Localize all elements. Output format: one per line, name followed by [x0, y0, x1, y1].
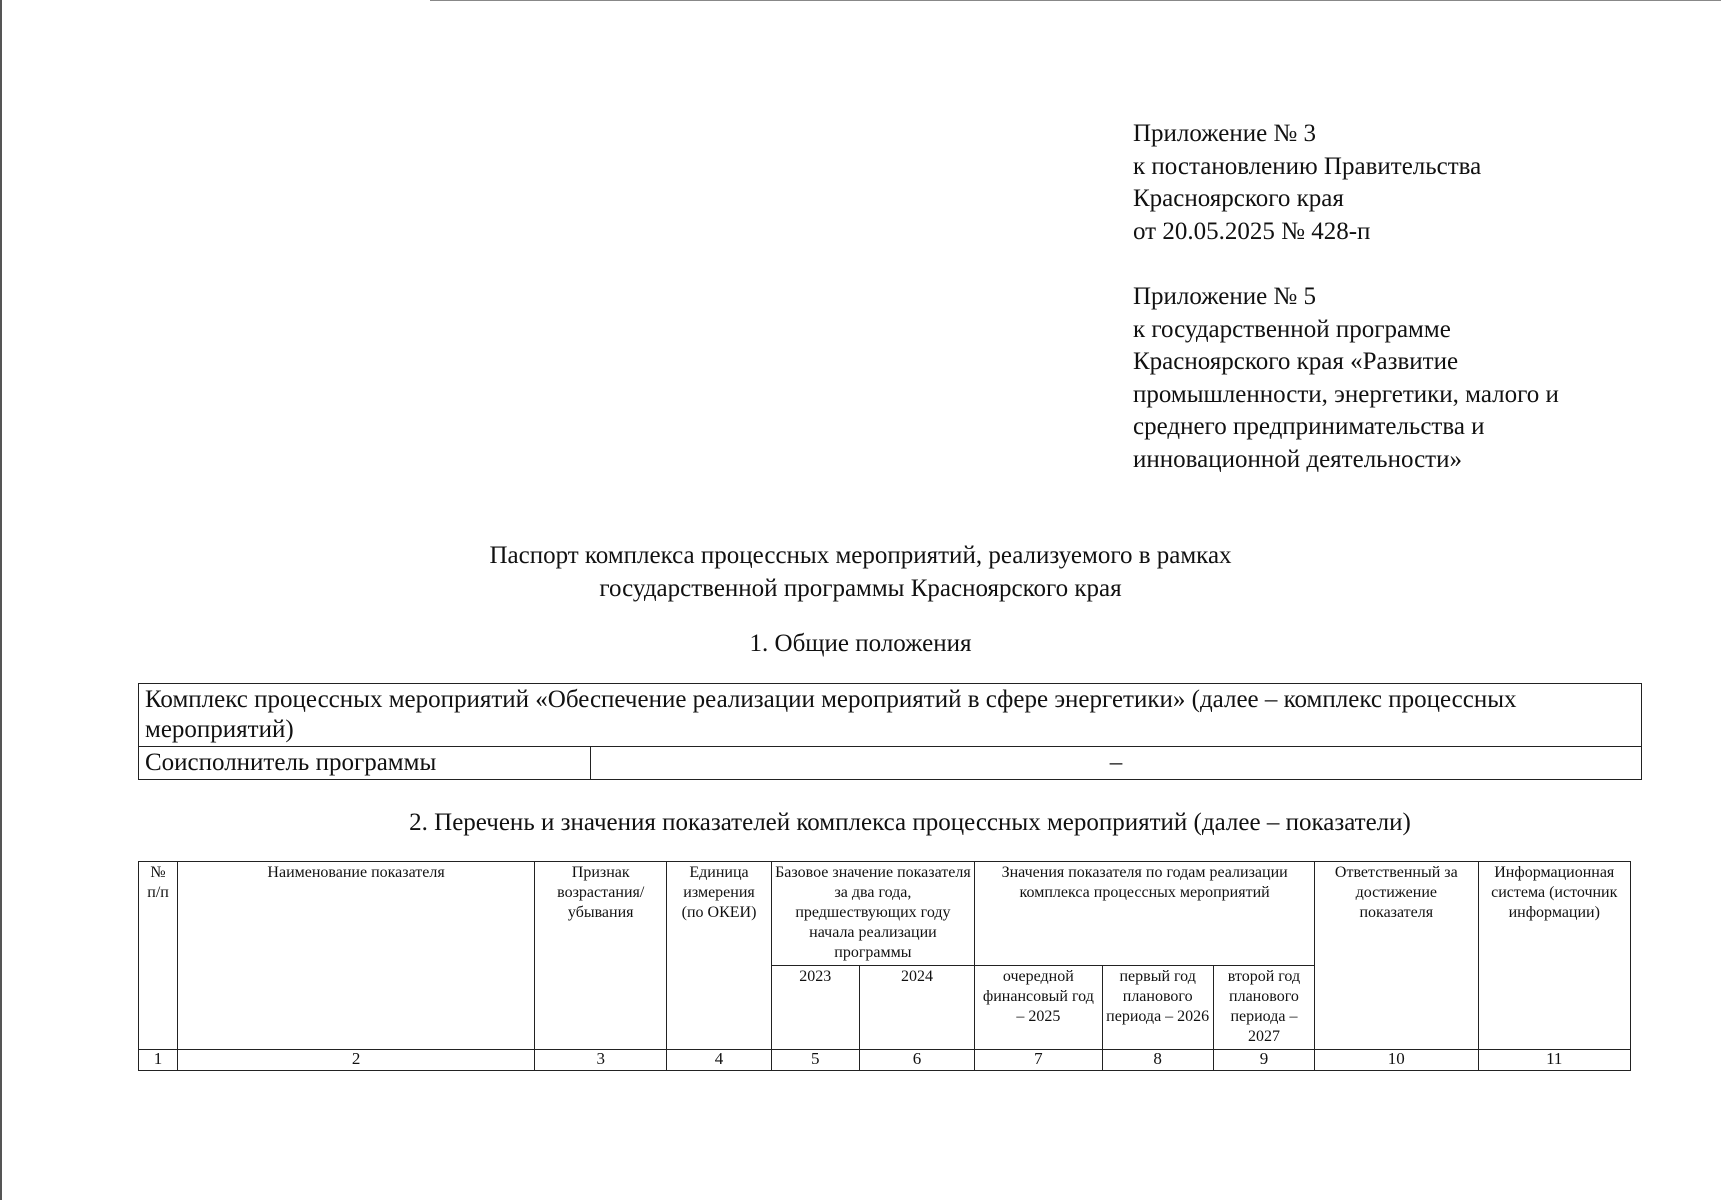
- appendix-5-line: к государственной программе: [1133, 315, 1451, 343]
- header-base-2024: 2024: [859, 966, 974, 1050]
- header-num: № п/п: [139, 862, 178, 1050]
- appendix-5-block: [1133, 281, 1673, 476]
- indicators-table: [138, 861, 1631, 1071]
- column-number: 8: [1102, 1050, 1213, 1071]
- header-indicator-values: Значения показателя по годам реализации комплекса процессных мероприятий: [975, 862, 1315, 966]
- passport-title: [0, 539, 1721, 605]
- header-info-system: Информационная система (источник информации): [1478, 862, 1630, 1050]
- passport-title-line: Паспорт комплекса процессных мероприятий, реализуемого в рамках: [489, 542, 1232, 569]
- header-base-2023: 2023: [771, 966, 859, 1050]
- table-row: [139, 684, 1642, 747]
- appendix-3-line: Красноярского края: [1133, 185, 1344, 212]
- column-number: 7: [975, 1050, 1102, 1071]
- general-provisions-table: [138, 683, 1642, 780]
- column-number: 2: [178, 1050, 535, 1071]
- header-row: [139, 862, 1631, 966]
- appendix-3-block: [1133, 118, 1673, 248]
- column-number: 11: [1478, 1050, 1630, 1071]
- header-value-2025: очередной финансовый год – 2025: [975, 966, 1102, 1050]
- table-row: [139, 747, 1642, 780]
- header-name: Наименование показателя: [178, 862, 535, 1050]
- column-number: 9: [1213, 1050, 1314, 1071]
- header-responsible: Ответственный за достижение показателя: [1315, 862, 1478, 1050]
- column-number: 6: [859, 1050, 974, 1071]
- appendix-5-line: среднего предпринимательства и: [1133, 413, 1485, 440]
- appendix-5-line: Приложение № 5: [1133, 283, 1317, 310]
- column-number: 1: [139, 1050, 178, 1071]
- complex-name-cell: Комплекс процессных мероприятий «Обеспечение реализации мероприятий в сфере энергетики» (далее – комплекс процессных мероприятий): [139, 684, 1642, 747]
- appendix-3-line: Приложение № 3: [1133, 120, 1317, 147]
- appendix-5-line: промышленности, энергетики, малого и: [1133, 380, 1559, 408]
- section-1-heading: 1. Общие положения: [749, 630, 972, 657]
- column-number-row: [139, 1050, 1631, 1071]
- passport-title-line: государственной программы Красноярского края: [599, 575, 1122, 602]
- appendix-3-line: от 20.05.2025 № 428-п: [1133, 217, 1371, 245]
- column-number: 3: [535, 1050, 667, 1071]
- appendix-3-line: к постановлению Правительства: [1133, 152, 1482, 180]
- appendix-5-line: инновационной деятельности»: [1133, 445, 1462, 473]
- column-number: 4: [667, 1050, 771, 1071]
- column-number: 5: [771, 1050, 859, 1071]
- header-unit: Единица измерения (по ОКЕИ): [667, 862, 771, 1050]
- header-value-2027: второй год планового периода – 2027: [1213, 966, 1314, 1050]
- header-base-value: Базовое значение показателя за два года, предшествующих году начала реализации программы: [771, 862, 975, 966]
- column-number: 10: [1315, 1050, 1478, 1071]
- coexecutor-label: Соисполнитель программы: [139, 747, 591, 780]
- header-value-2026: первый год планового периода – 2026: [1102, 966, 1213, 1050]
- appendix-5-line: Красноярского края «Развитие: [1133, 348, 1459, 375]
- section-2-heading: 2. Перечень и значения показателей комплекса процессных мероприятий (далее – показатели): [409, 809, 1411, 836]
- coexecutor-value: –: [591, 747, 1642, 780]
- scan-top-edge: [430, 0, 1721, 1]
- header-sign: Признак возрастания/ убывания: [535, 862, 667, 1050]
